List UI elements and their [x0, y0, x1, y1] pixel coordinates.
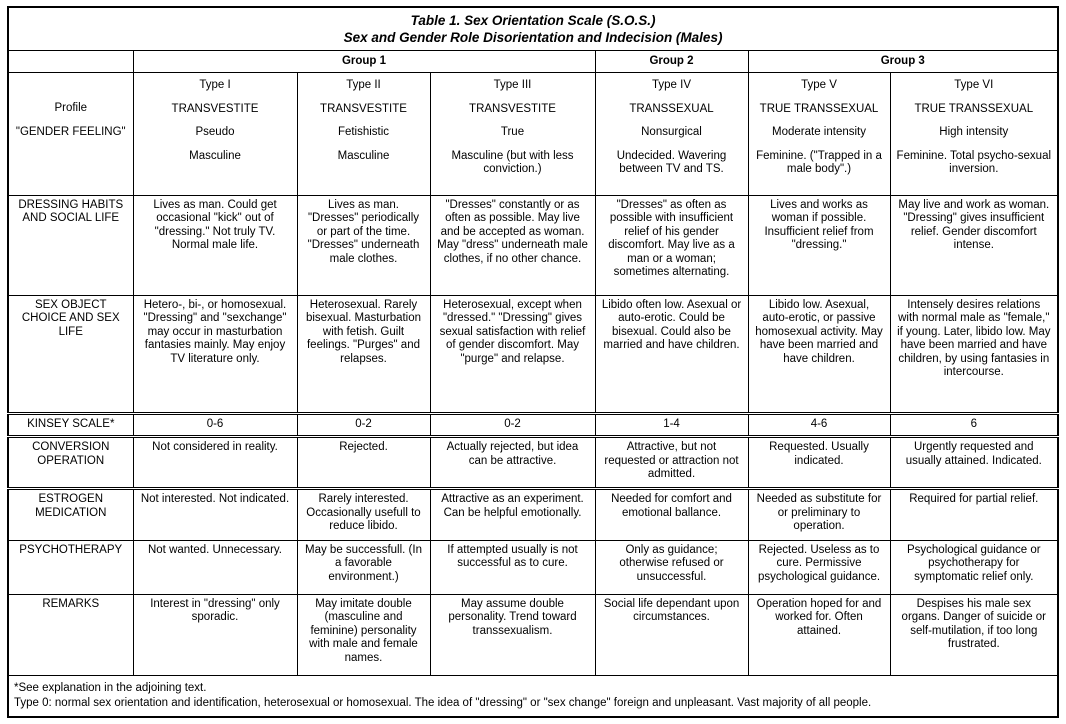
cell-kinsey-type-vi: 6 — [890, 413, 1058, 436]
row-label-remarks: REMARKS — [8, 594, 133, 675]
type-category: TRANSVESTITE — [171, 102, 259, 115]
type-feeling: Feminine. ("Trapped in a male body".) — [756, 149, 882, 176]
cell-dressing-type-iii: "Dresses" constantly or as often as possible. May live and be accepted as woman. May "dress" underneath male clothes, if no other chance. — [430, 195, 595, 295]
cell-sexobject-type-iv: Libido often low. Asexual or auto-erotic. Could be bisexual. Could also be married and have children. — [595, 295, 748, 413]
type-iii-header-cell — [430, 73, 595, 195]
row-label-conversion-operation: CONVERSION OPERATION — [8, 437, 133, 489]
cell-estrogen-type-v: Needed as substitute for or preliminary to operation. — [748, 489, 890, 541]
type-iv-header-cell — [595, 73, 748, 195]
cell-psychotherapy-type-vi: Psychological guidance or psychotherapy for symptomatic relief only. — [890, 540, 1058, 594]
group-2-header: Group 2 — [595, 50, 748, 73]
group-3-header: Group 3 — [748, 50, 1058, 73]
cell-psychotherapy-type-v: Rejected. Useless as to cure. Permissive psychological guidance. — [748, 540, 890, 594]
footnote-row — [8, 675, 1058, 717]
cell-dressing-type-iv: "Dresses" as often as possible with insufficient relief of his gender discomfort. May live as a man or a woman; sometimes alternating. — [595, 195, 748, 295]
cell-conversion-type-ii: Rejected. — [297, 437, 430, 489]
cell-psychotherapy-type-i: Not wanted. Unnecessary. — [133, 540, 297, 594]
footnote-asterisk: *See explanation in the adjoining text. — [14, 681, 207, 694]
type-header-row — [8, 73, 1058, 195]
title-cell — [8, 7, 1058, 50]
cell-remarks-type-v: Operation hoped for and worked for. Often attained. — [748, 594, 890, 675]
type-category: TRUE TRANSSEXUAL — [914, 102, 1034, 115]
cell-sexobject-type-iii: Heterosexual, except when "dressed." "Dressing" gives sexual satisfaction with relief of gender discomfort. May "purge" and relapse. — [430, 295, 595, 413]
cell-kinsey-type-v: 4-6 — [748, 413, 890, 436]
cell-sexobject-type-vi: Intensely desires relations with normal male as "female," if young. Later, libido low. May have been married and have children, by using fantasies in intercourse. — [890, 295, 1058, 413]
cell-estrogen-type-ii: Rarely interested. Occasionally usefull to reduce libido. — [297, 489, 430, 541]
type-category: TRANSSEXUAL — [629, 102, 714, 115]
type-category: TRUE TRANSSEXUAL — [759, 102, 879, 115]
footnote-cell — [8, 675, 1058, 717]
type-name: Type VI — [954, 79, 994, 92]
cell-kinsey-type-iii: 0-2 — [430, 413, 595, 436]
cell-psychotherapy-type-iii: If attempted usually is not successful as to cure. — [430, 540, 595, 594]
cell-remarks-type-iii: May assume double personality. Trend toward transsexualism. — [430, 594, 595, 675]
group-1-header: Group 1 — [133, 50, 595, 73]
type-feeling: Undecided. Wavering between TV and TS. — [616, 149, 727, 176]
cell-kinsey-type-iv: 1-4 — [595, 413, 748, 436]
row-label-psychotherapy: PSYCHOTHERAPY — [8, 540, 133, 594]
cell-psychotherapy-type-ii: May be successfull. (In a favorable environment.) — [297, 540, 430, 594]
row-label-dressing-habits: DRESSING HABITS AND SOCIAL LIFE — [8, 195, 133, 295]
type-name: Type I — [199, 79, 231, 92]
type-name: Type II — [346, 79, 381, 92]
row-estrogen-medication — [8, 489, 1058, 541]
cell-estrogen-type-iv: Needed for comfort and emotional ballance. — [595, 489, 748, 541]
table-title-line-2: Sex and Gender Role Disorientation and Indecision (Males) — [343, 29, 723, 45]
type-feeling: Masculine — [189, 149, 241, 162]
row-dressing-habits — [8, 195, 1058, 295]
profile-label: Profile — [54, 102, 88, 115]
cell-conversion-type-i: Not considered in reality. — [133, 437, 297, 489]
type-i-header-cell — [133, 73, 297, 195]
row-remarks — [8, 594, 1058, 675]
type-subtype: High intensity — [939, 126, 1009, 139]
cell-dressing-type-ii: Lives as man. "Dresses" periodically or part of the time. "Dresses" underneath male clothes. — [297, 195, 430, 295]
cell-sexobject-type-i: Hetero-, bi-, or homosexual. "Dressing" and "sexchange" may occur in masturbation fantasies mainly. May enjoy TV literature only. — [133, 295, 297, 413]
cell-dressing-type-v: Lives and works as woman if possible. Insufficient relief from "dressing." — [748, 195, 890, 295]
row-conversion-operation — [8, 437, 1058, 489]
row-sex-object-choice — [8, 295, 1058, 413]
type-subtype: Fetishistic — [337, 126, 390, 139]
type-vi-header-cell — [890, 73, 1058, 195]
type-subtype: Moderate intensity — [772, 126, 866, 139]
cell-dressing-type-vi: May live and work as woman. "Dressing" gives insufficient relief. Gender discomfort intense. — [890, 195, 1058, 295]
footnote-type-0: Type 0: normal sex orientation and identification, heterosexual or homosexual. The idea of "dressing" or "sex change" foreign and unpleasant. Vast majority of all people. — [14, 696, 872, 709]
row-label-sex-object-choice: SEX OBJECT CHOICE AND SEX LIFE — [8, 295, 133, 413]
cell-remarks-type-vi: Despises his male sex organs. Danger of suicide or self-mutilation, if too long frustrated. — [890, 594, 1058, 675]
type-category: TRANSVESTITE — [320, 102, 407, 115]
row-label-estrogen-medication: ESTROGEN MEDICATION — [8, 489, 133, 541]
cell-kinsey-type-ii: 0-2 — [297, 413, 430, 436]
corner-cell — [8, 50, 133, 73]
cell-sexobject-type-v: Libido low. Asexual, auto-erotic, or passive homosexual activity. May have been married and have children. — [748, 295, 890, 413]
type-name: Type IV — [652, 79, 691, 92]
cell-remarks-type-ii: May imitate double (masculine and feminine) personality with male and female names. — [297, 594, 430, 675]
table-title-line-1: Table 1. Sex Orientation Scale (S.O.S.) — [410, 12, 656, 28]
group-header-row — [8, 50, 1058, 73]
cell-conversion-type-iv: Attractive, but not requested or attraction not admitted. — [595, 437, 748, 489]
cell-remarks-type-i: Interest in "dressing" only sporadic. — [133, 594, 297, 675]
type-ii-header-cell — [297, 73, 430, 195]
cell-psychotherapy-type-iv: Only as guidance; otherwise refused or unsuccessful. — [595, 540, 748, 594]
cell-sexobject-type-ii: Heterosexual. Rarely bisexual. Masturbation with fetish. Guilt feelings. "Purges" and relapses. — [297, 295, 430, 413]
type-v-header-cell — [748, 73, 890, 195]
cell-estrogen-type-i: Not interested. Not indicated. — [133, 489, 297, 541]
cell-conversion-type-v: Requested. Usually indicated. — [748, 437, 890, 489]
profile-label-cell — [8, 73, 133, 195]
row-label-kinsey-scale: KINSEY SCALE* — [8, 413, 133, 436]
sos-table — [7, 6, 1059, 718]
type-name: Type V — [801, 79, 837, 92]
type-subtype: Nonsurgical — [641, 126, 702, 139]
cell-estrogen-type-iii: Attractive as an experiment. Can be helpful emotionally. — [430, 489, 595, 541]
type-feeling: Masculine — [337, 149, 390, 162]
cell-conversion-type-vi: Urgently requested and usually attained. Indicated. — [890, 437, 1058, 489]
cell-remarks-type-iv: Social life dependant upon circumstances. — [595, 594, 748, 675]
row-psychotherapy — [8, 540, 1058, 594]
title-row — [8, 7, 1058, 50]
type-subtype: True — [500, 126, 525, 139]
spacer — [15, 149, 127, 162]
spacer — [15, 79, 127, 92]
type-name: Type III — [493, 79, 532, 92]
type-feeling: Feminine. Total psycho-sexual inversion. — [896, 149, 1052, 176]
cell-dressing-type-i: Lives as man. Could get occasional "kick" out of "dressing." Not truly TV. Normal male life. — [133, 195, 297, 295]
type-category: TRANSVESTITE — [469, 102, 556, 115]
row-kinsey-scale — [8, 413, 1058, 436]
type-feeling: Masculine (but with less conviction.) — [451, 149, 574, 176]
cell-conversion-type-iii: Actually rejected, but idea can be attractive. — [430, 437, 595, 489]
gender-feeling-label: "GENDER FEELING" — [15, 125, 126, 138]
type-subtype: Pseudo — [195, 126, 235, 139]
cell-kinsey-type-i: 0-6 — [133, 413, 297, 436]
cell-estrogen-type-vi: Required for partial relief. — [890, 489, 1058, 541]
